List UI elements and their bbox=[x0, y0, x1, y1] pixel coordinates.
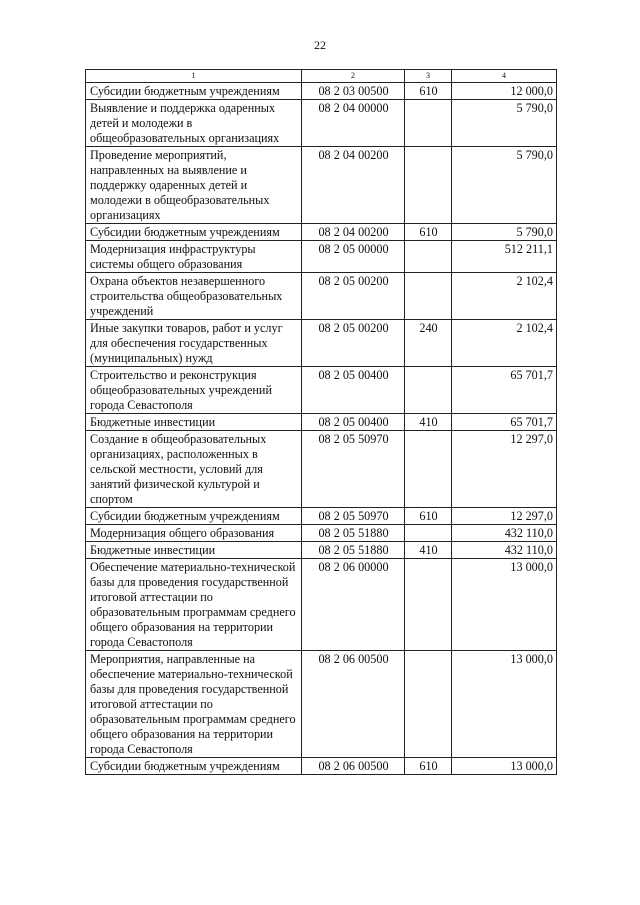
table-row bbox=[86, 431, 557, 508]
row-type bbox=[405, 651, 452, 758]
table-row bbox=[86, 414, 557, 431]
row-code: 08 2 04 00000 bbox=[302, 100, 405, 147]
row-code: 08 2 05 50970 bbox=[302, 431, 405, 508]
row-amount: 13 000,0 bbox=[452, 559, 557, 651]
row-amount: 432 110,0 bbox=[452, 525, 557, 542]
row-code: 08 2 06 00000 bbox=[302, 559, 405, 651]
table-row bbox=[86, 542, 557, 559]
row-code: 08 2 05 00200 bbox=[302, 273, 405, 320]
table-row bbox=[86, 320, 557, 367]
row-code: 08 2 05 51880 bbox=[302, 525, 405, 542]
row-type bbox=[405, 100, 452, 147]
row-name: Мероприятия, направленные на обеспечение материально-технической базы для проведения государственной итоговой аттестации по образовательным программам среднего общего образования на территории города Севастополя bbox=[86, 651, 302, 758]
row-name: Субсидии бюджетным учреждениям bbox=[86, 758, 302, 775]
row-code: 08 2 05 50970 bbox=[302, 508, 405, 525]
table-row bbox=[86, 273, 557, 320]
row-type: 610 bbox=[405, 508, 452, 525]
row-type: 240 bbox=[405, 320, 452, 367]
column-header: 4 bbox=[452, 70, 557, 83]
row-type: 610 bbox=[405, 224, 452, 241]
row-code: 08 2 06 00500 bbox=[302, 758, 405, 775]
row-type bbox=[405, 241, 452, 273]
row-amount: 12 297,0 bbox=[452, 508, 557, 525]
table-row bbox=[86, 83, 557, 100]
table-row bbox=[86, 241, 557, 273]
row-amount: 12 000,0 bbox=[452, 83, 557, 100]
table-row bbox=[86, 508, 557, 525]
row-type: 410 bbox=[405, 414, 452, 431]
row-amount: 65 701,7 bbox=[452, 367, 557, 414]
column-header: 1 bbox=[86, 70, 302, 83]
table-row bbox=[86, 224, 557, 241]
row-name: Обеспечение материально-технической базы для проведения государственной итоговой аттестации по образовательным программам среднего общего образования на территории города Севастополя bbox=[86, 559, 302, 651]
row-amount: 2 102,4 bbox=[452, 320, 557, 367]
row-type: 610 bbox=[405, 758, 452, 775]
table-row bbox=[86, 525, 557, 542]
table-row bbox=[86, 651, 557, 758]
row-name: Создание в общеобразовательных организациях, расположенных в сельской местности, условий для занятий физической культурой и спортом bbox=[86, 431, 302, 508]
table-row bbox=[86, 758, 557, 775]
row-name: Модернизация инфраструктуры системы общего образования bbox=[86, 241, 302, 273]
row-code: 08 2 04 00200 bbox=[302, 224, 405, 241]
table-row bbox=[86, 147, 557, 224]
row-type bbox=[405, 273, 452, 320]
row-name: Субсидии бюджетным учреждениям bbox=[86, 83, 302, 100]
row-name: Бюджетные инвестиции bbox=[86, 542, 302, 559]
table-row bbox=[86, 367, 557, 414]
row-code: 08 2 03 00500 bbox=[302, 83, 405, 100]
row-code: 08 2 05 00400 bbox=[302, 367, 405, 414]
row-type bbox=[405, 525, 452, 542]
page-number: 22 bbox=[314, 38, 326, 52]
table-header-row bbox=[86, 70, 557, 83]
row-name: Модернизация общего образования bbox=[86, 525, 302, 542]
row-amount: 2 102,4 bbox=[452, 273, 557, 320]
column-header: 3 bbox=[405, 70, 452, 83]
row-name: Охрана объектов незавершенного строительства общеобразовательных учреждений bbox=[86, 273, 302, 320]
row-amount: 5 790,0 bbox=[452, 224, 557, 241]
column-header: 2 bbox=[302, 70, 405, 83]
row-type bbox=[405, 431, 452, 508]
row-name: Иные закупки товаров, работ и услуг для обеспечения государственных (муниципальных) нужд bbox=[86, 320, 302, 367]
budget-table bbox=[85, 69, 557, 775]
row-amount: 512 211,1 bbox=[452, 241, 557, 273]
row-code: 08 2 05 00400 bbox=[302, 414, 405, 431]
row-name: Бюджетные инвестиции bbox=[86, 414, 302, 431]
row-code: 08 2 06 00500 bbox=[302, 651, 405, 758]
row-amount: 13 000,0 bbox=[452, 758, 557, 775]
row-code: 08 2 05 00200 bbox=[302, 320, 405, 367]
row-type bbox=[405, 367, 452, 414]
row-amount: 12 297,0 bbox=[452, 431, 557, 508]
row-type: 610 bbox=[405, 83, 452, 100]
row-code: 08 2 05 00000 bbox=[302, 241, 405, 273]
row-amount: 5 790,0 bbox=[452, 100, 557, 147]
row-amount: 5 790,0 bbox=[452, 147, 557, 224]
row-name: Проведение мероприятий, направленных на выявление и поддержку одаренных детей и молодежи в общеобразовательных организациях bbox=[86, 147, 302, 224]
row-type bbox=[405, 147, 452, 224]
row-amount: 65 701,7 bbox=[452, 414, 557, 431]
row-name: Субсидии бюджетным учреждениям bbox=[86, 508, 302, 525]
row-name: Субсидии бюджетным учреждениям bbox=[86, 224, 302, 241]
table-body bbox=[86, 83, 557, 775]
row-name: Строительство и реконструкция общеобразовательных учреждений города Севастополя bbox=[86, 367, 302, 414]
row-amount: 13 000,0 bbox=[452, 651, 557, 758]
row-code: 08 2 04 00200 bbox=[302, 147, 405, 224]
row-code: 08 2 05 51880 bbox=[302, 542, 405, 559]
row-amount: 432 110,0 bbox=[452, 542, 557, 559]
table-row bbox=[86, 559, 557, 651]
row-name: Выявление и поддержка одаренных детей и молодежи в общеобразовательных организациях bbox=[86, 100, 302, 147]
row-type bbox=[405, 559, 452, 651]
table-row bbox=[86, 100, 557, 147]
row-type: 410 bbox=[405, 542, 452, 559]
